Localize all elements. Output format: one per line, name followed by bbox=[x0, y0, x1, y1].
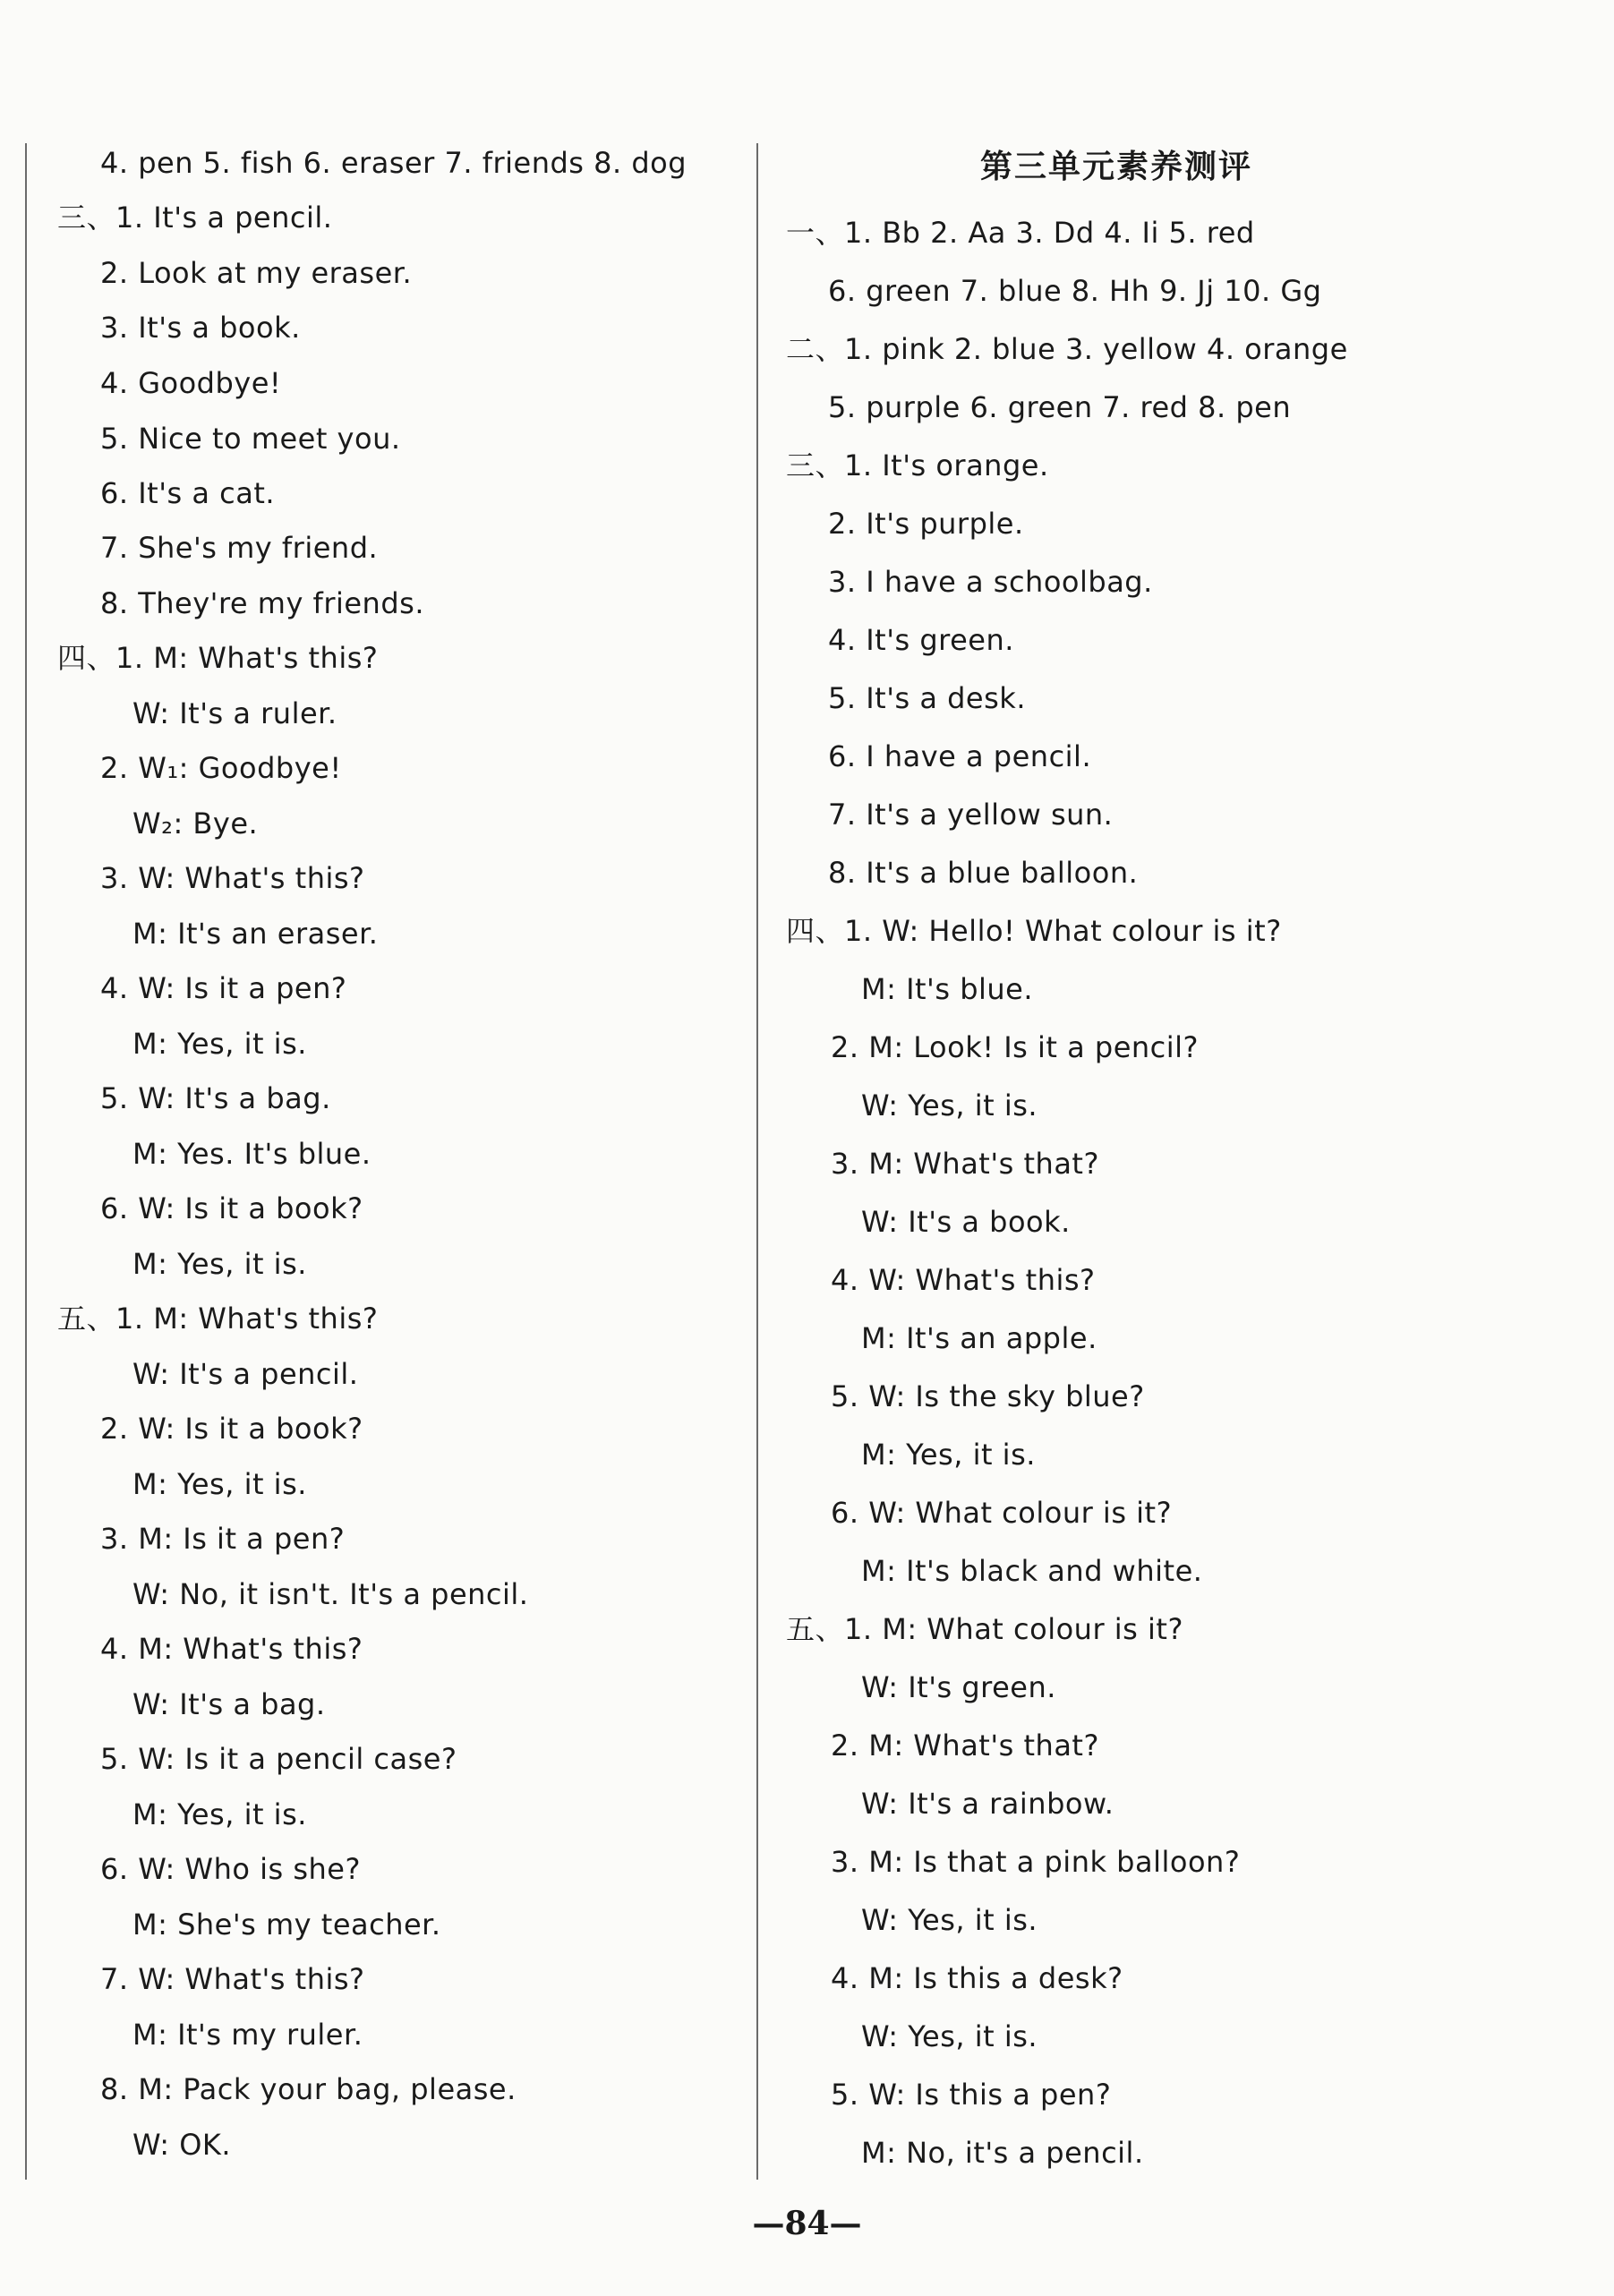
answer-line: M: It's my ruler. bbox=[132, 2018, 363, 2052]
answer-line: M: It's an apple. bbox=[861, 1321, 1097, 1355]
answer-line: 8. It's a blue balloon. bbox=[828, 856, 1139, 890]
answer-line: 4. M: Is this a desk? bbox=[831, 1961, 1123, 1995]
answer-line: 6. W: Who is she? bbox=[100, 1852, 361, 1886]
answer-line: 3. I have a schoolbag. bbox=[828, 565, 1153, 599]
answer-line: 4. pen 5. fish 6. eraser 7. friends 8. dog bbox=[100, 146, 687, 180]
answer-line: 7. She's my friend. bbox=[100, 531, 379, 565]
answer-line: W: OK. bbox=[132, 2128, 232, 2162]
answer-line: 5. W: Is the sky blue? bbox=[831, 1379, 1145, 1413]
answer-line: 2. W₁: Goodbye! bbox=[100, 751, 342, 785]
answer-line: 5. W: Is this a pen? bbox=[831, 2078, 1112, 2112]
left-margin-rule bbox=[25, 143, 27, 2180]
answer-line: 3. M: What's that? bbox=[831, 1147, 1099, 1181]
section-heading-line: 三、1. It's orange. bbox=[786, 448, 1049, 482]
answer-line: 2. M: Look! Is it a pencil? bbox=[831, 1030, 1200, 1064]
answer-line: 5. Nice to meet you. bbox=[100, 422, 401, 456]
answer-line: 4. W: Is it a pen? bbox=[100, 971, 347, 1005]
column-divider bbox=[756, 143, 758, 2180]
answer-line: M: It's blue. bbox=[861, 972, 1034, 1006]
answer-line: W: It's a book. bbox=[861, 1205, 1071, 1239]
section-heading-line: 五、1. M: What colour is it? bbox=[786, 1612, 1183, 1646]
answer-line: W: It's a ruler. bbox=[132, 696, 337, 730]
answer-line: M: Yes, it is. bbox=[132, 1027, 307, 1061]
answer-line: 2. It's purple. bbox=[828, 507, 1024, 541]
answer-line: 4. W: What's this? bbox=[831, 1263, 1096, 1297]
answer-line: M: Yes, it is. bbox=[132, 1797, 307, 1831]
answer-line: M: Yes, it is. bbox=[132, 1247, 307, 1281]
answer-line: M: It's black and white. bbox=[861, 1554, 1203, 1588]
answer-line: 6. It's a cat. bbox=[100, 476, 276, 510]
answer-line: M: Yes, it is. bbox=[861, 1438, 1036, 1472]
section-heading-line: 一、1. Bb 2. Aa 3. Dd 4. Ii 5. red bbox=[786, 216, 1255, 250]
answer-line: W: Yes, it is. bbox=[861, 1088, 1038, 1122]
answer-line: 3. W: What's this? bbox=[100, 861, 365, 895]
answer-line: 8. They're my friends. bbox=[100, 586, 424, 620]
answer-line: W: It's a rainbow. bbox=[861, 1787, 1114, 1821]
answer-line: M: She's my teacher. bbox=[132, 1908, 441, 1942]
answer-line: 2. W: Is it a book? bbox=[100, 1412, 363, 1446]
answer-line: M: It's an eraser. bbox=[132, 917, 379, 951]
answer-line: 4. M: What's this? bbox=[100, 1632, 363, 1666]
answer-line: 5. W: Is it a pencil case? bbox=[100, 1742, 457, 1776]
answer-line: 5. purple 6. green 7. red 8. pen bbox=[828, 390, 1292, 424]
section-heading-line: 五、1. M: What's this? bbox=[57, 1302, 379, 1336]
answer-line: W: Yes, it is. bbox=[861, 2019, 1038, 2053]
answer-line: W: No, it isn't. It's a pencil. bbox=[132, 1577, 529, 1611]
section-heading-line: 三、1. It's a pencil. bbox=[57, 201, 333, 235]
answer-line: W₂: Bye. bbox=[132, 807, 259, 841]
answer-line: W: It's a pencil. bbox=[132, 1357, 359, 1391]
answer-line: W: Yes, it is. bbox=[861, 1903, 1038, 1937]
answer-line: 6. green 7. blue 8. Hh 9. Jj 10. Gg bbox=[828, 274, 1322, 308]
answer-line: 3. M: Is that a pink balloon? bbox=[831, 1845, 1241, 1879]
answer-line: 2. Look at my eraser. bbox=[100, 256, 413, 290]
unit-title: 第三单元素养测评 bbox=[980, 149, 1253, 185]
answer-line: M: Yes. It's blue. bbox=[132, 1137, 371, 1171]
answer-line: M: Yes, it is. bbox=[132, 1467, 307, 1501]
answer-line: 5. It's a desk. bbox=[828, 681, 1026, 715]
answer-line: 8. M: Pack your bag, please. bbox=[100, 2072, 517, 2106]
answer-line: W: It's a bag. bbox=[132, 1687, 326, 1721]
section-heading-line: 四、1. W: Hello! What colour is it? bbox=[786, 914, 1282, 948]
answer-line: 7. W: What's this? bbox=[100, 1962, 365, 1996]
answer-line: 4. It's green. bbox=[828, 623, 1014, 657]
answer-line: 6. W: What colour is it? bbox=[831, 1496, 1173, 1530]
answer-line: 6. W: Is it a book? bbox=[100, 1191, 363, 1225]
answer-line: 4. Goodbye! bbox=[100, 366, 282, 400]
section-heading-line: 二、1. pink 2. blue 3. yellow 4. orange bbox=[786, 332, 1348, 366]
page-number: —84— bbox=[752, 2205, 862, 2242]
answer-line: 7. It's a yellow sun. bbox=[828, 798, 1114, 832]
answer-line: 2. M: What's that? bbox=[831, 1728, 1099, 1763]
answer-line: 6. I have a pencil. bbox=[828, 739, 1092, 773]
section-heading-line: 四、1. M: What's this? bbox=[57, 641, 379, 675]
answer-line: 3. It's a book. bbox=[100, 311, 301, 345]
answer-line: W: It's green. bbox=[861, 1670, 1056, 1704]
answer-line: 3. M: Is it a pen? bbox=[100, 1522, 346, 1556]
answer-line: 5. W: It's a bag. bbox=[100, 1081, 331, 1115]
answer-line: M: No, it's a pencil. bbox=[861, 2136, 1144, 2170]
